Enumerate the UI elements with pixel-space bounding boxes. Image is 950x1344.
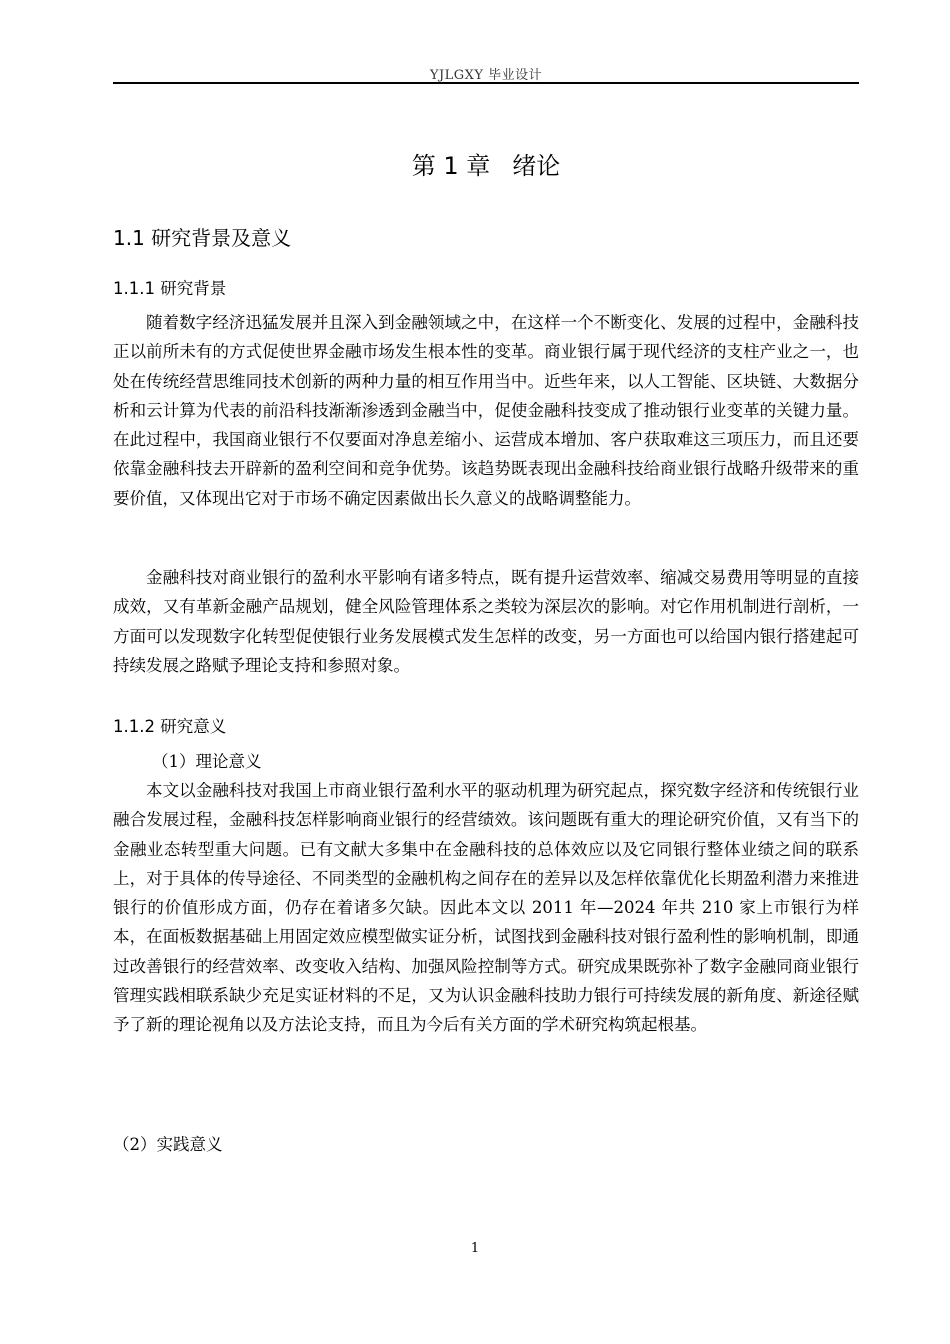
chapter-title xyxy=(113,146,859,181)
header-rule xyxy=(113,82,859,84)
page-header: YJLGXY 毕业设计 xyxy=(429,68,543,83)
chapter-number: 第 1 章 xyxy=(411,152,491,180)
theory-significance-label: （1）理论意义 xyxy=(152,752,262,771)
body-paragraph: 本文以金融科技对我国上市商业银行盈利水平的驱动机理为研究起点，探究数字经济和传统银行业融合发展过程，金融科技怎样影响商业银行的经营绩效。该问题既有重大的理论研究价值，又有当下的金融业态转型重大问题。已有文献大多集中在金融科技的总体效应以及它同银行整体业绩之间的联系上，对于具体的传导途径、不同类型的金融机构之间存在的差异以及怎样依靠优化长期盈利潜力来推进银行的价值形成方面，仍存在着诸多欠缺。因此本文以 2011 年—2024 年共 210 家上市银行为样本，在面板数据基础上用固定效应模型做实证分析，试图找到金融科技对银行盈利性的影响机制，即通过改善银行的经营效率、改变收入结构、加强风险控制等方式。研究成果既弥补了数字金融同商业银行管理实践相联系缺少充足实证材料的不足，又为认识金融科技助力银行可持续发展的新角度、新途径赋予了新的理论视角以及方法论支持，而且为今后有关方面的学术研究构筑起根基。 xyxy=(113,781,859,1035)
chapter-name: 绪论 xyxy=(512,152,561,180)
subsection-heading-background: 1.1.1 研究背景 xyxy=(113,279,227,298)
subsection-heading-significance: 1.1.2 研究意义 xyxy=(113,717,227,736)
practice-significance-label: （2）实践意义 xyxy=(113,1135,223,1154)
section-heading: 1.1 研究背景及意义 xyxy=(113,226,292,250)
body-paragraph: 金融科技对商业银行的盈利水平影响有诸多特点，既有提升运营效率、缩减交易费用等明显的直接成效，又有革新金融产品规划，健全风险管理体系之类较为深层次的影响。对它作用机制进行剖析，一方面可以发现数字化转型促使银行业务发展模式发生怎样的改变，另一方面也可以给国内银行搭建起可持续发展之路赋予理论支持和参照对象。 xyxy=(113,568,859,675)
page-number: 1 xyxy=(470,1241,480,1256)
body-paragraph: 随着数字经济迅猛发展并且深入到金融领域之中，在这样一个不断变化、发展的过程中，金融科技正以前所未有的方式促使世界金融市场发生根本性的变革。商业银行属于现代经济的支柱产业之一，也处在传统经营思维同技术创新的两种力量的相互作用当中。近些年来，以人工智能、区块链、大数据分析和云计算为代表的前沿科技渐渐渗透到金融当中，促使金融科技变成了推动银行业变革的关键力量。在此过程中，我国商业银行不仅要面对净息差缩小、运营成本增加、客户获取难这三项压力，而且还要依靠金融科技去开辟新的盈利空间和竞争优势。该趋势既表现出金融科技给商业银行战略升级带来的重要价值，又体现出它对于市场不确定因素做出长久意义的战略调整能力。 xyxy=(113,313,859,508)
